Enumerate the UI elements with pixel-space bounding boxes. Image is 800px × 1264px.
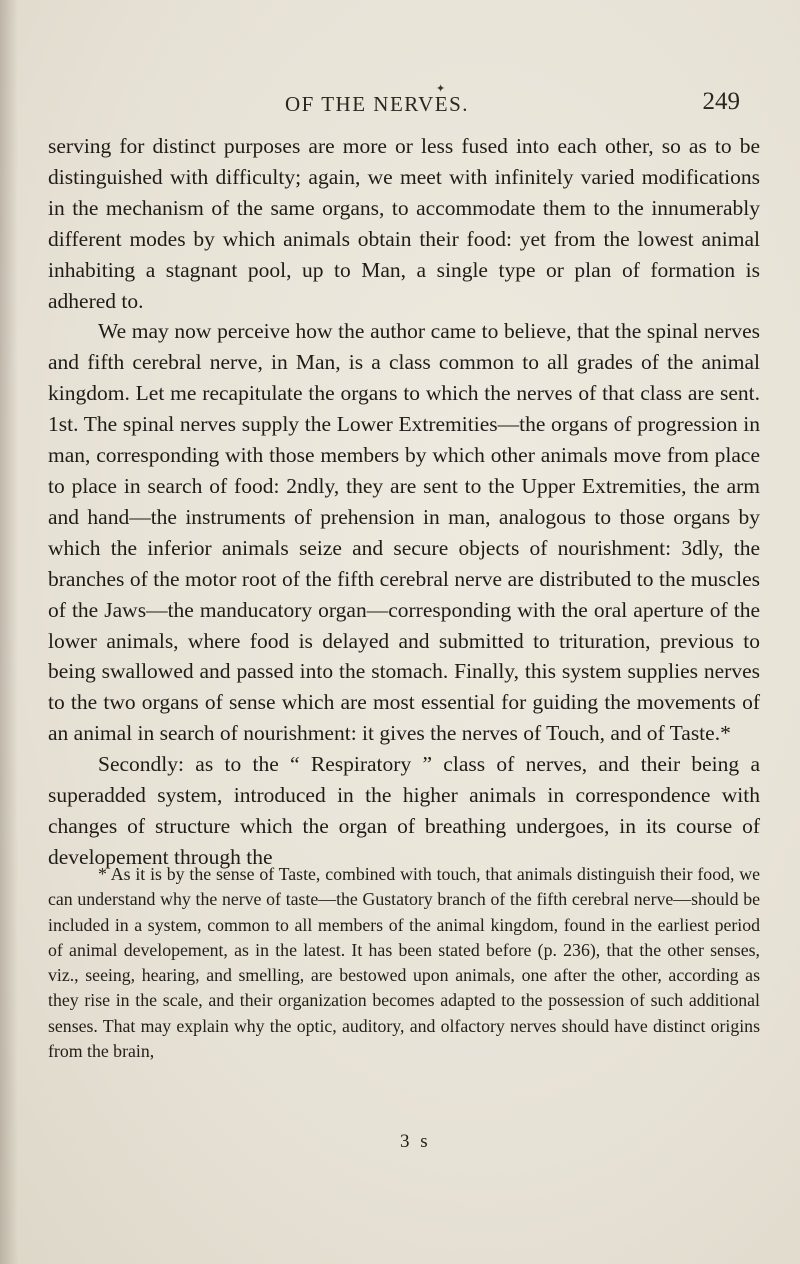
main-text <box>48 131 760 873</box>
ornament-icon: ✦ <box>436 82 446 95</box>
running-head <box>0 82 800 118</box>
paragraph: Secondly: as to the “ Respiratory ” class of nerves, and their being a superadded system, introduced in the higher animals in correspondence with changes of structure which the organ of breathing undergoes, in its course of developement through the <box>48 752 760 869</box>
signature-mark: 3 s <box>400 1131 431 1152</box>
gutter-shadow <box>0 0 18 1264</box>
running-title: OF THE NERVES. <box>285 92 470 116</box>
footnote: * As it is by the sense of Taste, combined with touch, that animals distinguish their food, we can understand why the nerve of taste—the Gustatory branch of the fifth cerebral nerve—should be included in a system, common to all members of the animal kingdom, found in the earliest period of animal developement, as in the latest. It has been stated before (p. 236), that the other senses, viz., seeing, hearing, and smelling, are bestowed upon animals, one after the other, according as they rise in the scale, and their organization becomes adapted to the possession of such additional senses. That may explain why the optic, auditory, and olfactory nerves should have distinct origins from the brain, <box>48 864 760 1062</box>
paragraph: serving for distinct purposes are more or less fused into each other, so as to be distinguished with difficulty; again, we meet with infinitely varied modifications in the mechanism of the same organs, to accommodate them to the innumerably different modes by which animals obtain their food: yet from the lowest animal inhabiting a stagnant pool, up to Man, a single type or plan of formation is adhered to. <box>48 134 760 313</box>
paragraph: We may now perceive how the author came to believe, that the spinal nerves and fifth cerebral nerve, in Man, is a class common to all grades of the animal kingdom. Let me recapitulate the organs to which the nerves of that class are sent. 1st. The spinal nerves supply the Lower Extremities—the organs of progression in man, corresponding with those members by which other animals move from place to place in search of food: 2ndly, they are sent to the Upper Extremities, the arm and hand—the instruments of prehension in man, analogous to those organs by which the inferior animals seize and secure objects of nourishment: 3dly, the branches of the motor root of the fifth cerebral nerve are distributed to the muscles of the Jaws—the manducatory organ—corresponding with the oral aperture of the lower animals, where food is delayed and submitted to trituration, previous to being swallowed and passed into the stomach. Finally, this system supplies nerves to the two organs of sense which are most essential for guiding the movements of an animal in search of nourishment: it gives the nerves of Touch, and of Taste.* <box>48 319 760 746</box>
page-number: 249 <box>702 88 740 115</box>
